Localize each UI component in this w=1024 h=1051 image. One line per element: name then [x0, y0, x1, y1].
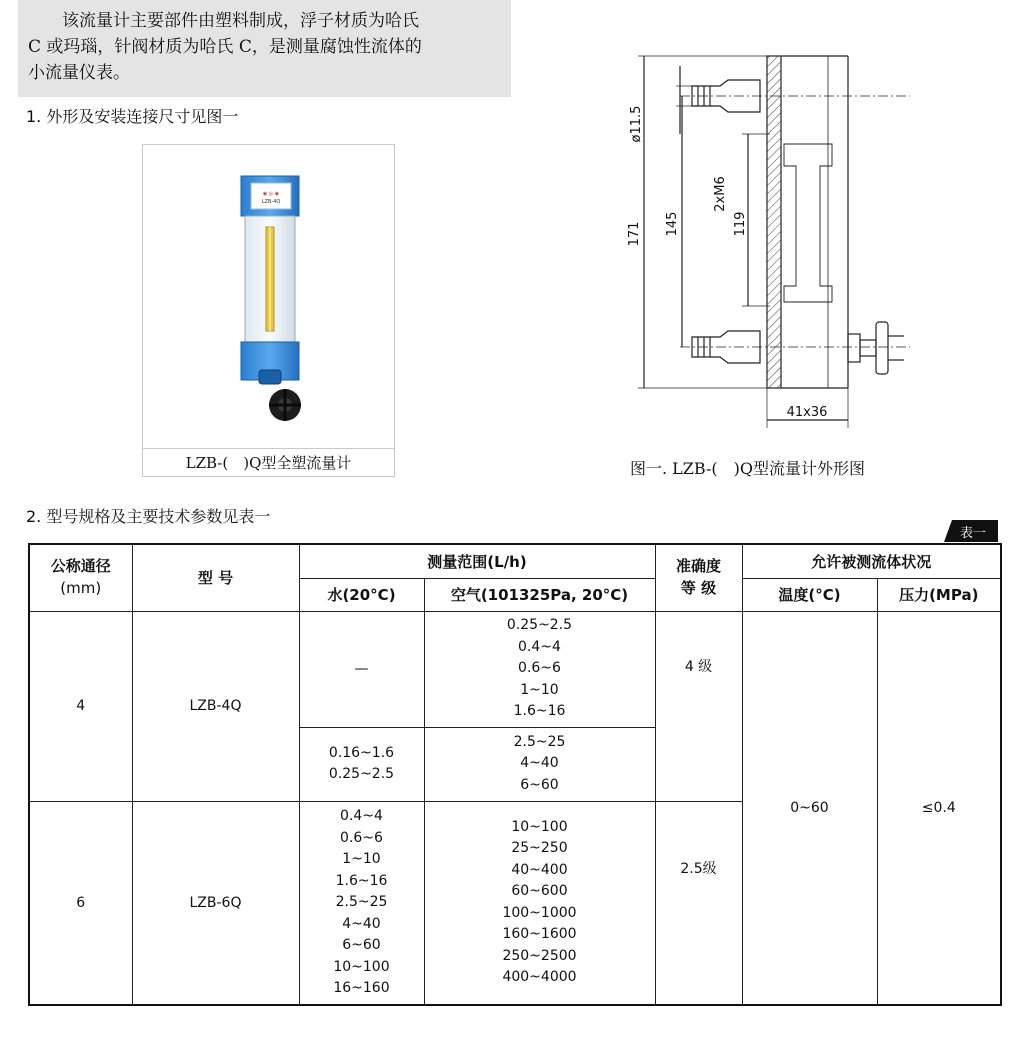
row6-nominal: 6 [29, 801, 132, 1005]
flowmeter-illustration [143, 145, 394, 448]
pressure-value: ≤0.4 [877, 611, 1001, 1005]
header-model: 型 号 [132, 544, 299, 611]
photo-nameplate-label: LZB-4Q [261, 199, 281, 205]
header-air: 空气(101325Pa, 20°C) [424, 578, 655, 611]
row6-model: LZB-6Q [132, 801, 299, 1005]
photo-caption: LZB-( )Q型全塑流量计 [143, 448, 394, 477]
header-range: 测量范围(L/h) [299, 544, 655, 578]
temp-value: 0~60 [742, 611, 877, 1005]
spec-table [28, 543, 1002, 1006]
header-fluid: 允许被测流体状况 [742, 544, 1001, 578]
row4-water-a: — [299, 611, 424, 727]
dim-119: 119 [733, 211, 748, 237]
header-nominal: 公称通径 (mm) [29, 544, 132, 611]
dim-2xm6: 2xM6 [713, 176, 728, 212]
row6-accuracy: 2.5级 [655, 801, 742, 1005]
dim-diameter: ø11.5 [629, 105, 644, 143]
dim-145: 145 [665, 211, 680, 237]
header-temp: 温度(°C) [742, 578, 877, 611]
row4-air-b: 2.5~25 4~40 6~60 [424, 727, 655, 801]
intro-line-3: 小流量仪表。 [28, 63, 130, 83]
svg-text:◉ ◎ ◉: ◉ ◎ ◉ [262, 191, 280, 197]
intro-paragraph [18, 0, 511, 97]
drawing-caption: 图一. LZB-( )Q型流量计外形图 [630, 459, 865, 478]
dimension-drawing [620, 44, 920, 434]
product-photo-frame [142, 144, 395, 477]
header-accuracy: 准确度 等 级 [655, 544, 742, 611]
row4-accuracy: 4 级 [655, 611, 742, 801]
dim-41x36: 41x36 [786, 405, 828, 420]
row4-air-a: 0.25~2.5 0.4~4 0.6~6 1~10 1.6~16 [424, 611, 655, 727]
row4-water-b: 0.16~1.6 0.25~2.5 [299, 727, 424, 801]
section-1-heading: 1. 外形及安装连接尺寸见图一 [26, 107, 239, 126]
header-water: 水(20°C) [299, 578, 424, 611]
intro-line-2: C 或玛瑙，针阀材质为哈氏 C，是测量腐蚀性流体的 [28, 37, 422, 57]
intro-line-1: 该流量计主要部件由塑料制成，浮子材质为哈氏 [62, 11, 419, 31]
section-2-heading: 2. 型号规格及主要技术参数见表一 [26, 507, 271, 526]
row6-water: 0.4~4 0.6~6 1~10 1.6~16 2.5~25 4~40 6~60 10~100 16~160 [299, 801, 424, 1005]
header-pressure: 压力(MPa) [877, 578, 1001, 611]
row4-nominal: 4 [29, 611, 132, 801]
row6-air: 10~100 25~250 40~400 60~600 100~1000 160~1600 250~2500 400~4000 [424, 801, 655, 1005]
dim-171: 171 [627, 221, 642, 247]
table-tag: 表一 [960, 526, 987, 541]
row4-model: LZB-4Q [132, 611, 299, 801]
